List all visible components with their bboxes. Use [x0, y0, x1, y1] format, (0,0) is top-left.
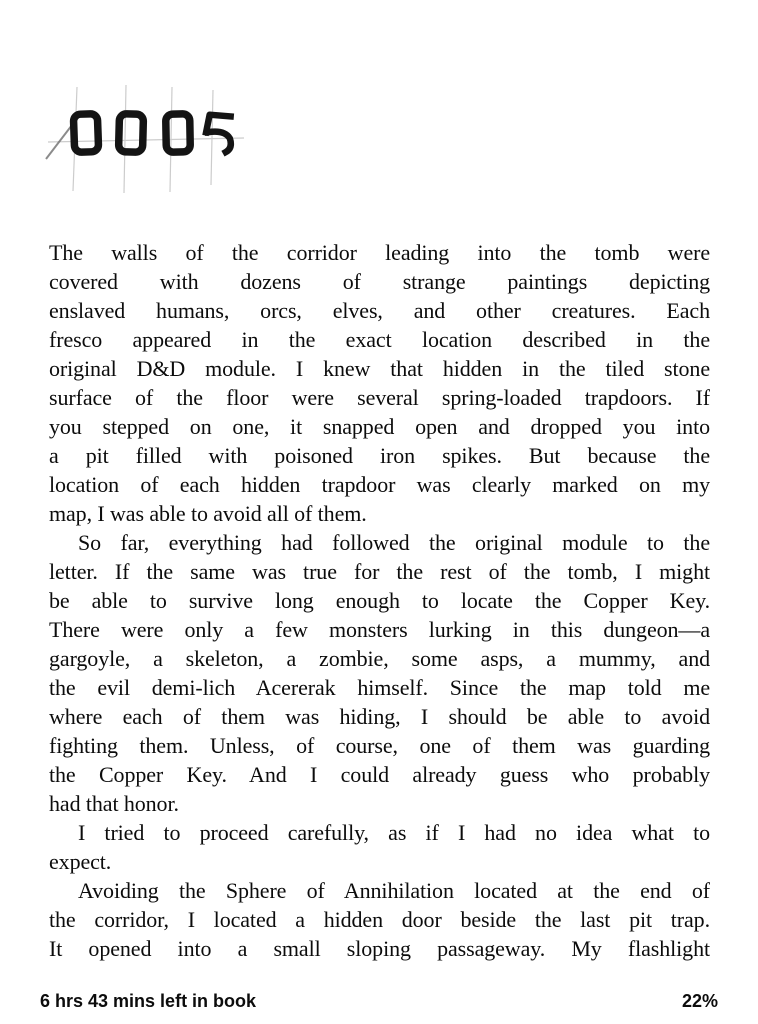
text-line: original D&D module. I knew that hidden in the tiled stone: [49, 356, 710, 381]
text-line: fighting them. Unless, of course, one of them was guarding: [49, 733, 710, 758]
time-left-label: 6 hrs 43 mins left in book: [40, 991, 257, 1011]
text-line: had that honor.: [49, 791, 179, 816]
text-line: expect.: [49, 849, 112, 874]
text-line: fresco appeared in the exact location described in the: [49, 327, 710, 352]
text-line: gargoyle, a skeleton, a zombie, some asps, a mummy, and: [49, 646, 710, 671]
text-line: Avoiding the Sphere of Annihilation located at the end of: [78, 878, 710, 903]
chapter-header: [40, 85, 250, 195]
page-text: [49, 238, 710, 963]
text-line: It opened into a small sloping passageway. My flashlight: [49, 936, 710, 961]
text-line: you stepped on one, it snapped open and dropped you into: [49, 414, 710, 439]
progress-percent: 22%: [681, 991, 718, 1011]
text-line: letter. If the same was true for the rest of the tomb, I might: [49, 559, 710, 584]
text-line: the evil demi-lich Acererak himself. Since the map told me: [49, 675, 710, 700]
text-line: where each of them was hiding, I should be able to avoid: [49, 704, 710, 729]
text-line: a pit filled with poisoned iron spikes. But because the: [49, 443, 710, 468]
text-line: location of each hidden trapdoor was clearly marked on my: [49, 472, 710, 497]
text-line: I tried to proceed carefully, as if I had no idea what to: [78, 820, 710, 845]
text-line: There were only a few monsters lurking in this dungeon—a: [49, 617, 710, 642]
text-line: the corridor, I located a hidden door beside the last pit trap.: [49, 907, 710, 932]
text-line: So far, everything had followed the original module to the: [78, 530, 710, 555]
text-line: map, I was able to avoid all of them.: [49, 501, 367, 526]
text-line: the Copper Key. And I could already guess who probably: [49, 762, 710, 787]
text-line: surface of the floor were several spring-loaded trapdoors. If: [49, 385, 710, 410]
text-line: enslaved humans, orcs, elves, and other creatures. Each: [49, 298, 710, 323]
reader-footer: [40, 988, 718, 1014]
text-line: be able to survive long enough to locate the Copper Key.: [49, 588, 710, 613]
text-line: covered with dozens of strange paintings depicting: [49, 269, 710, 294]
chapter-number-graphic: [40, 85, 250, 195]
text-line: The walls of the corridor leading into the tomb were: [49, 240, 710, 265]
